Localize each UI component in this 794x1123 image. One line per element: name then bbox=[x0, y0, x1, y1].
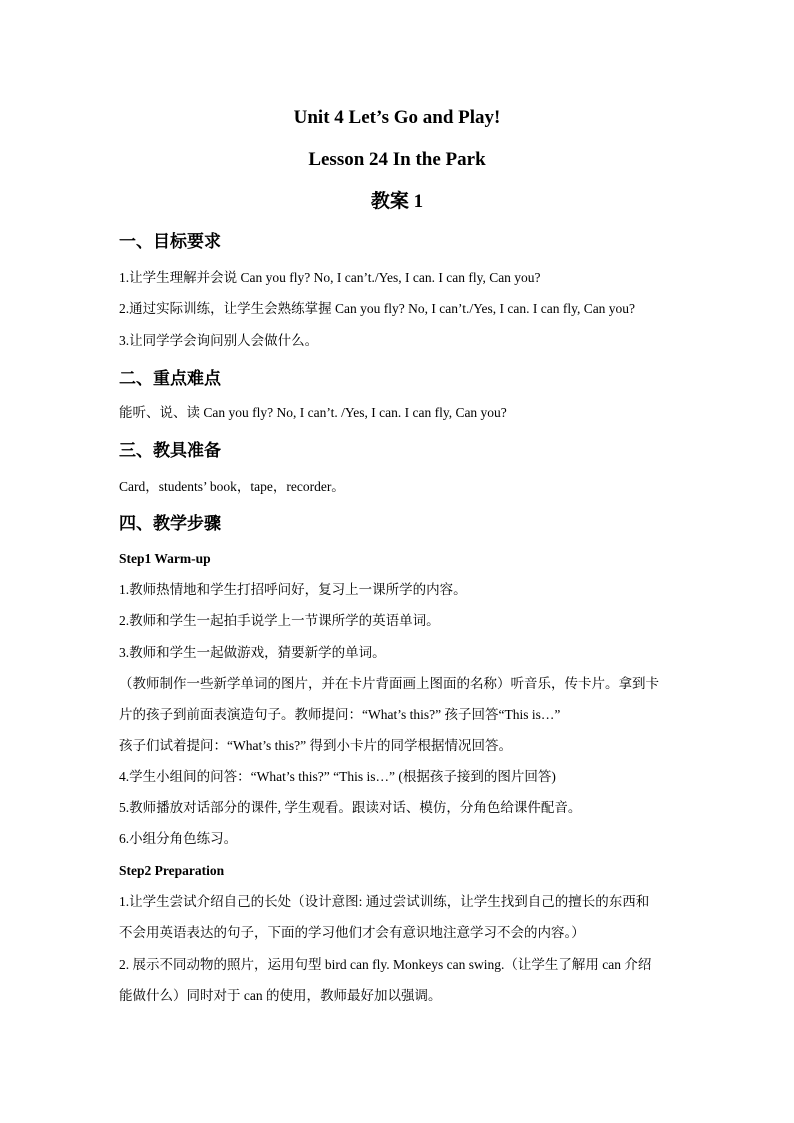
unit-title: Unit 4 Let’s Go and Play! bbox=[293, 107, 501, 128]
step2-title: Step2 Preparation bbox=[119, 863, 225, 878]
section-heading-key-points: 二、重点难点 bbox=[119, 369, 221, 389]
step1-line: 4.学生小组间的问答：“What’s this?” “This is…” (根据孩子接到的图片回答) bbox=[119, 769, 556, 784]
step1-title: Step1 Warm-up bbox=[119, 551, 211, 566]
step1-line: 6.小组分角色练习。 bbox=[119, 831, 238, 846]
goal-item: 1.让学生理解并会说 Can you fly? No, I can’t./Yes, I can. I can fly, Can you? bbox=[119, 270, 541, 285]
goal-item: 2.通过实际训练，让学生会熟练掌握 Can you fly? No, I can’t./Yes, I can. I can fly, Can you? bbox=[119, 301, 636, 316]
lesson-title: Lesson 24 In the Park bbox=[308, 149, 486, 170]
step2-line: 能做什么）同时对于 can 的使用，教师最好加以强调。 bbox=[119, 988, 442, 1003]
step1-line: 孩子们试着提问：“What’s this?” 得到小卡片的同学根据情况回答。 bbox=[119, 738, 512, 753]
step1-line: 片的孩子到前面表演造句子。教师提问：“What’s this?” 孩子回答“This is…” bbox=[119, 707, 561, 722]
section-heading-materials: 三、教具准备 bbox=[119, 441, 221, 461]
plan-title: 教案 1 bbox=[370, 191, 424, 212]
step1-line: 3.教师和学生一起做游戏，猜要新学的单词。 bbox=[119, 645, 386, 660]
step1-line: 2.教师和学生一起拍手说学上一节课所学的英语单词。 bbox=[119, 613, 440, 628]
section-heading-goals: 一、目标要求 bbox=[119, 232, 221, 252]
step1-line: （教师制作一些新学单词的图片，并在卡片背面画上图面的名称）听音乐，传卡片。拿到卡 bbox=[119, 676, 659, 691]
materials-item: Card，students’ book，tape，recorder。 bbox=[119, 479, 345, 494]
key-point-item: 能听、说、读 Can you fly? No, I can’t. /Yes, I can. I can fly, Can you? bbox=[119, 405, 507, 420]
step2-line: 不会用英语表达的句子，下面的学习他们才会有意识地注意学习不会的内容。） bbox=[119, 925, 585, 940]
step1-line: 5.教师播放对话部分的课件, 学生观看。跟读对话、模仿，分角色给课件配音。 bbox=[119, 800, 582, 815]
step2-line: 1.让学生尝试介绍自己的长处（设计意图: 通过尝试训练，让学生找到自己的擅长的东西和 bbox=[119, 894, 650, 909]
goal-item: 3.让同学学会询问别人会做什么。 bbox=[119, 333, 319, 348]
section-heading-steps: 四、教学步骤 bbox=[119, 514, 221, 534]
step1-line: 1.教师热情地和学生打招呼问好，复习上一课所学的内容。 bbox=[119, 582, 467, 597]
step2-line: 2. 展示不同动物的照片，运用句型 bird can fly. Monkeys can swing.（让学生了解用 can 介绍 bbox=[119, 957, 652, 972]
